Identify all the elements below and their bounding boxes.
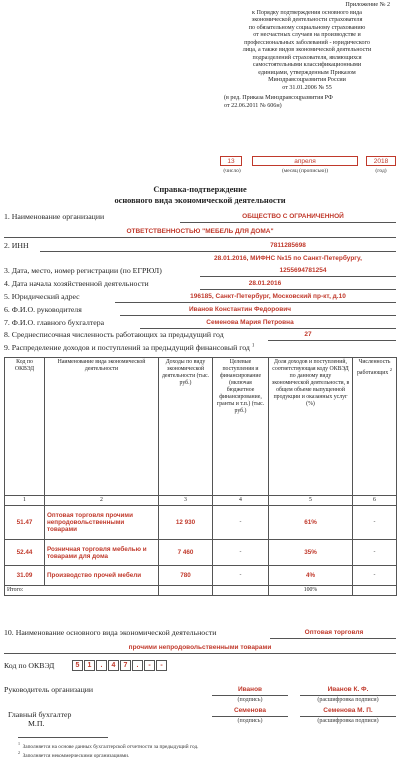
field-2-label: 2. ИНН — [4, 241, 29, 250]
staff-cell: - — [353, 540, 397, 566]
activity-name-cell: Оптовая торговля прочими непродовольственными товарами — [45, 506, 159, 540]
footnote-2 — [18, 750, 129, 759]
table-row — [5, 540, 397, 566]
okved-code-cell: 52.44 — [5, 540, 45, 566]
date-day-field[interactable]: 13 — [220, 156, 242, 166]
col-number: 5 — [269, 496, 353, 506]
target-cell: - — [213, 566, 269, 586]
regulation-header — [218, 2, 396, 110]
header-line: Приложение № 2 — [345, 2, 390, 8]
staff-cell: - — [353, 506, 397, 540]
staff-header-text: Численность работающих — [357, 359, 391, 376]
share-cell: 61% — [269, 506, 353, 540]
signature-caption: (подпись) — [237, 697, 263, 703]
footnote-1 — [18, 741, 198, 750]
field-1-label: 1. Наименование организации — [4, 212, 105, 221]
col-number: 2 — [45, 496, 159, 506]
col-header-share: Доля доходов и поступлений, соответствующая коду ОКВЭД по данному виду экономической деятельности, в общем объеме выпущенной продукции и оказанных услуг (%) — [269, 358, 353, 496]
header-line: Минздравсоцразвития России — [268, 77, 346, 83]
footnote-number: 1 — [18, 741, 20, 746]
underline — [268, 340, 396, 341]
underline — [180, 222, 396, 223]
target-cell: - — [213, 540, 269, 566]
field-10-label: 10. Наименование основного вида экономической деятельности — [4, 628, 217, 637]
underline — [200, 289, 396, 290]
field-5-label: 5. Юридический адрес — [4, 292, 80, 301]
header-line: экономической деятельности страхователя — [251, 17, 363, 23]
inn-value: 7811285698 — [270, 242, 306, 249]
header-line: к Порядку подтверждения основного вида — [252, 9, 362, 16]
underline — [4, 653, 396, 654]
date-year-field[interactable]: 2018 — [366, 156, 396, 166]
director-value: Иванов Константин Федорович — [189, 306, 291, 313]
okved-cell[interactable]: - — [156, 660, 167, 671]
org-name-value-cont: ОТВЕТСТВЕННОСТЬЮ "МЕБЕЛЬ ДЛЯ ДОМА" — [126, 228, 274, 235]
col-header-income: Доходы по виду экономической деятельности (тыс. руб.) — [159, 358, 213, 496]
underline — [270, 638, 396, 639]
head-signature: Иванов — [237, 686, 263, 693]
header-line: самостоятельными классификационными — [252, 62, 362, 68]
header-note: (в ред. Приказа Минздравсоцразвития РФ — [224, 95, 333, 101]
col-number: 1 — [5, 496, 45, 506]
share-cell: 35% — [269, 540, 353, 566]
col-header-staff — [353, 358, 397, 496]
footnote-divider — [18, 737, 108, 738]
underline — [212, 695, 288, 696]
field-7-label: 7. Ф.И.О. главного бухгалтера — [4, 318, 105, 327]
main-activity-value-cont: прочими непродовольственными товарами — [128, 644, 272, 651]
total-label: Итого: — [5, 586, 159, 596]
okved-cell[interactable]: . — [96, 660, 107, 671]
org-name-value: ОБЩЕСТВО С ОГРАНИЧЕННОЙ — [242, 213, 344, 220]
header-line: от несчастных случаев на производстве и — [253, 32, 361, 38]
target-cell: - — [213, 506, 269, 540]
header-line: от 31.01.2006 № 55 — [282, 84, 332, 91]
footnote-marker: 1 — [251, 343, 255, 349]
okved-code-cells — [72, 660, 168, 671]
okved-cell[interactable]: . — [132, 660, 143, 671]
date-month-caption: (месяц (прописью)) — [281, 168, 329, 174]
share-cell: 4% — [269, 566, 353, 586]
head-label: Руководитель организации — [4, 685, 94, 694]
income-cell: 12 930 — [159, 506, 213, 540]
accountant-signature: Семенова — [233, 707, 267, 714]
underline — [212, 716, 288, 717]
total-target-cell — [213, 586, 269, 596]
header-line: подразделений страхователя, являющихся — [252, 54, 362, 61]
signature-caption: (подпись) — [237, 718, 263, 724]
start-date-value: 28.01.2016 — [248, 280, 282, 287]
okved-cell[interactable]: - — [144, 660, 155, 671]
head-name: Иванов К. Ф. — [327, 686, 369, 693]
activity-name-cell: Производство прочей мебели — [45, 566, 159, 586]
col-number: 3 — [159, 496, 213, 506]
underline — [200, 276, 396, 277]
main-activity-value: Оптовая торговля — [304, 629, 364, 636]
field-3-label: 3. Дата, место, номер регистрации (по ЕГРЮЛ) — [4, 266, 162, 275]
underline — [140, 328, 396, 329]
registration-number-value: 1255694781254 — [279, 267, 327, 274]
table-row — [5, 506, 397, 540]
legal-address-value: 196185, Санкт-Петербург, Московский пр-кт, д.10 — [190, 293, 346, 300]
document-subtitle: основного вида экономической деятельности — [114, 196, 286, 205]
income-cell: 780 — [159, 566, 213, 586]
income-cell: 7 460 — [159, 540, 213, 566]
accountant-name: Семенова М. П. — [323, 707, 373, 714]
okved-code-label: Код по ОКВЭД — [4, 661, 55, 670]
header-line: лица, а также видов экономической деятельности — [242, 47, 372, 53]
date-month-field[interactable]: апреля — [252, 156, 358, 166]
underline — [300, 695, 396, 696]
underline — [115, 302, 396, 303]
col-header-target-funding: Целевые поступления и финансирование (включая бюджетное финансирование, гранты и т.п.) (тыс. руб.) — [213, 358, 269, 496]
document-title: Справка-подтверждение — [153, 185, 247, 194]
header-line: единицами, утвержденным Приказом — [258, 69, 356, 76]
headcount-value: 27 — [304, 331, 312, 338]
footnote-marker: 2 — [389, 367, 392, 372]
total-staff-cell — [353, 586, 397, 596]
field-8-label: 8. Среднесписочная численность работающих за предыдущий год — [4, 330, 224, 339]
table-row — [5, 566, 397, 586]
okved-cell[interactable]: 7 — [120, 660, 131, 671]
total-row — [5, 586, 397, 596]
underline — [120, 315, 396, 316]
footnote-text: Заполняется некоммерческими организациями. — [22, 752, 130, 759]
date-year-caption: (год) — [375, 168, 387, 174]
field-9-label — [4, 343, 254, 352]
total-income-cell — [159, 586, 213, 596]
col-number: 6 — [353, 496, 397, 506]
okved-cell[interactable]: 1 — [84, 660, 95, 671]
income-distribution-table — [4, 357, 397, 596]
staff-cell: - — [353, 566, 397, 586]
accountant-label: Главный бухгалтер — [8, 710, 72, 719]
col-header-activity: Наименование вида экономической деятельности — [45, 358, 159, 496]
col-header-okved: Код по ОКВЭД — [5, 358, 45, 496]
okved-code-cell: 31.09 — [5, 566, 45, 586]
underline — [40, 251, 396, 252]
name-caption: (расшифровка подписи) — [317, 697, 379, 703]
name-caption: (расшифровка подписи) — [317, 718, 379, 724]
okved-cell[interactable]: 5 — [72, 660, 83, 671]
footnote-number: 2 — [18, 750, 20, 755]
registration-value: 28.01.2016, МИФНС №15 по Санкт-Петербургу, — [214, 255, 362, 262]
col-number: 4 — [213, 496, 269, 506]
header-line: профессиональных заболеваний - юридического — [244, 39, 370, 46]
underline — [4, 237, 396, 238]
footnote-text: Заполняется на основе данных бухгалтерской отчетности за предыдущий год. — [22, 743, 199, 750]
okved-cell[interactable]: 4 — [108, 660, 119, 671]
field-9-text: 9. Распределение доходов и поступлений за предыдущий финансовый год — [4, 343, 250, 352]
field-6-label: 6. Ф.И.О. руководителя — [4, 305, 82, 314]
date-day-caption: (число) — [223, 168, 241, 174]
total-share-cell: 100% — [269, 586, 353, 596]
header-line: по обязательному социальному страхованию — [248, 24, 366, 31]
stamp-label: М.П. — [28, 719, 45, 728]
underline — [300, 716, 396, 717]
chief-accountant-value: Семенова Мария Петровна — [206, 319, 294, 326]
field-4-label: 4. Дата начала хозяйственной деятельности — [4, 279, 149, 288]
okved-code-cell: 51.47 — [5, 506, 45, 540]
header-note: от 22.06.2011 № 606н) — [224, 102, 282, 109]
activity-name-cell: Розничная торговля мебелью и товарами для дома — [45, 540, 159, 566]
